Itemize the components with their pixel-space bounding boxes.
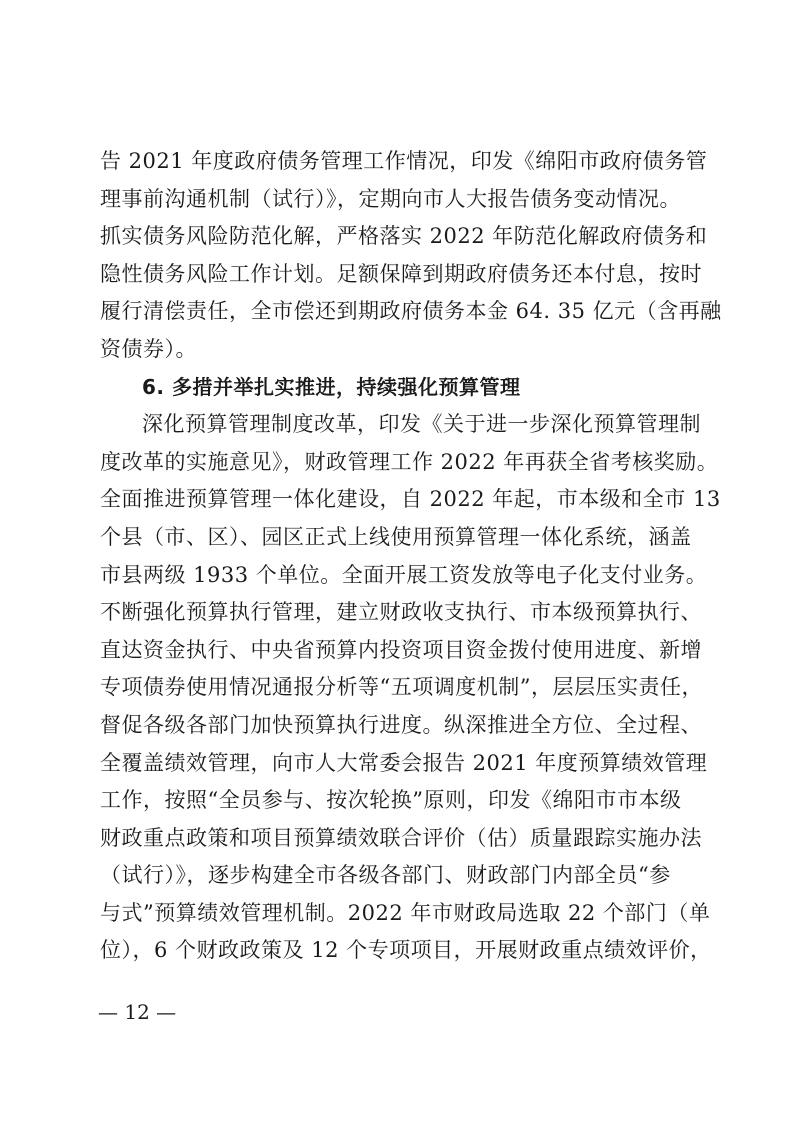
paragraph-line: 履行清偿责任，全市偿还到期政府债务本金 64. 35 亿元（含再融 (100, 299, 722, 324)
paragraph-line: 隐性债务风险工作计划。足额保障到期政府债务还本付息，按时 (100, 261, 702, 286)
paragraph-line: 不断强化预算执行管理，建立财政收支执行、市本级预算执行、 (100, 600, 702, 625)
body-text (100, 143, 722, 970)
paragraph-line: 专项债券使用情况通报分析等“五项调度机制”，层层压实责任， (100, 675, 703, 700)
paragraph-line: 度改革的实施意见》，财政管理工作 2022 年再获全省考核奖励。 (100, 449, 719, 474)
paragraph-line: 全覆盖绩效管理，向市人大常委会报告 2021 年度预算绩效管理 (100, 750, 708, 775)
page-number: — 12 — (98, 1000, 177, 1024)
paragraph-line: 与式”预算绩效管理机制。2022 年市财政局选取 22 个部门（单 (100, 900, 711, 925)
paragraph-line: 个县（市、区）、园区正式上线使用预算管理一体化系统，涵盖 (100, 524, 692, 549)
paragraph-line: 市县两级 1933 个单位。全面开展工资发放等电子化支付业务。 (100, 562, 708, 587)
paragraph-line: （试行）》，逐步构建全市各级各部门、财政部门内部全员“参 (100, 863, 671, 888)
paragraph-line: 直达资金执行、中央省预算内投资项目资金拨付使用进度、新增 (100, 637, 702, 662)
paragraph-line: 理事前沟通机制（试行）》，定期向市人大报告债务变动情况。 (100, 186, 681, 211)
paragraph-line: 深化预算管理制度改革，印发《关于进一步深化预算管理制 (142, 412, 701, 437)
paragraph-line: 抓实债务风险防范化解，严格落实 2022 年防范化解政府债务和 (100, 224, 708, 249)
paragraph-line: 财政重点政策和项目预算绩效联合评价（估）质量跟踪实施办法 (100, 825, 702, 850)
paragraph-line: 告 2021 年度政府债务管理工作情况，印发《绵阳市政府债务管 (100, 149, 708, 173)
paragraph-line: 资债券）。 (100, 336, 197, 361)
paragraph-line: 位），6 个财政政策及 12 个专项项目，开展财政重点绩效评价， (100, 938, 712, 963)
section-heading: 6. 多措并举扎实推进，持续强化预算管理 (142, 374, 521, 399)
paragraph-line: 工作，按照“全员参与、按次轮换”原则，印发《绵阳市市本级 (100, 788, 682, 813)
paragraph-line: 督促各级各部门加快预算执行进度。纵深推进全方位、全过程、 (100, 712, 702, 737)
paragraph-line: 全面推进预算管理一体化建设，自 2022 年起，市本级和全市 13 (100, 487, 721, 512)
